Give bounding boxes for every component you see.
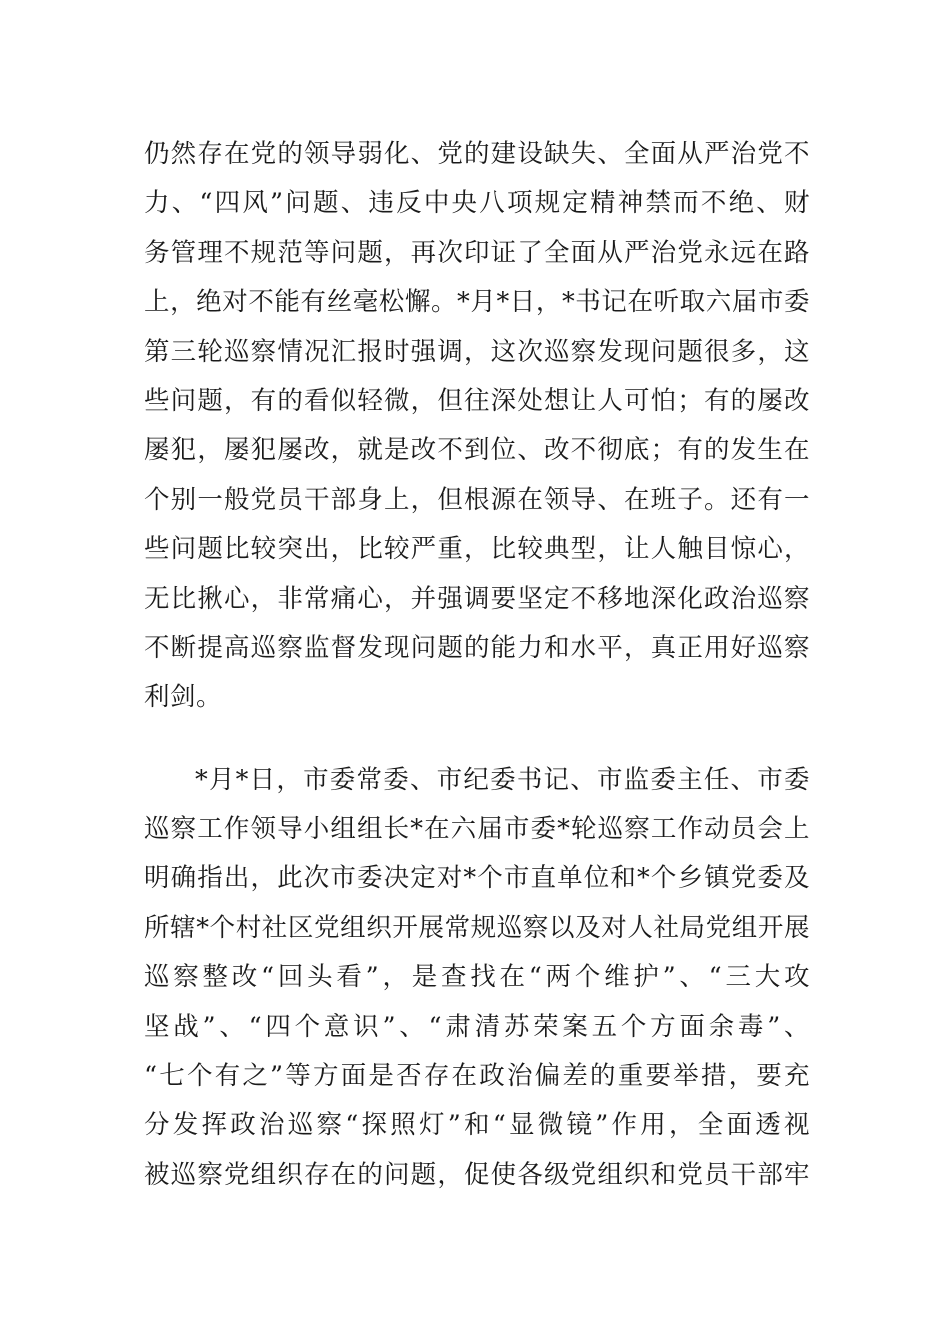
text-line: “七个有之”等方面是否存在政治偏差的重要举措，要充 <box>144 1061 810 1092</box>
text-line: 个别一般党员干部身上，但根源在领导、在班子。还有一 <box>144 484 810 515</box>
paragraph-1 <box>144 130 810 723</box>
text-line: 力、“四风”问题、违反中央八项规定精神禁而不绝、财 <box>144 188 810 219</box>
text-line: 务管理不规范等问题，再次印证了全面从严治党永远在路 <box>144 237 810 268</box>
text-line: *月*日，市委常委、市纪委书记、市监委主任、市委 <box>195 764 810 795</box>
text-line: 屡犯，屡犯屡改，就是改不到位、改不彻底；有的发生在 <box>144 435 810 466</box>
text-line: 明确指出，此次市委决定对*个市直单位和*个乡镇党委及 <box>144 863 810 894</box>
text-line: 上，绝对不能有丝毫松懈。*月*日，*书记在听取六届市委 <box>144 287 810 318</box>
paragraph-2 <box>144 756 810 1201</box>
text-line: 些问题比较突出，比较严重，比较典型，让人触目惊心， <box>144 534 810 565</box>
text-line: 坚战”、“四个意识”、“肃清苏荣案五个方面余毒”、 <box>144 1011 810 1042</box>
text-line: 利剑。 <box>144 682 223 713</box>
text-line: 被巡察党组织存在的问题，促使各级党组织和党员干部牢 <box>144 1159 810 1190</box>
text-line: 巡察整改“回头看”，是查找在“两个维护”、“三大攻 <box>144 962 810 993</box>
text-line: 分发挥政治巡察“探照灯”和“显微镜”作用，全面透视 <box>144 1110 810 1141</box>
text-line: 些问题，有的看似轻微，但往深处想让人可怕；有的屡改 <box>144 385 810 416</box>
text-line: 仍然存在党的领导弱化、党的建设缺失、全面从严治党不 <box>144 139 810 169</box>
text-line: 不断提高巡察监督发现问题的能力和水平，真正用好巡察 <box>144 632 810 663</box>
document-body <box>144 130 810 1200</box>
text-line: 第三轮巡察情况汇报时强调，这次巡察发现问题很多，这 <box>144 336 810 367</box>
text-line: 无比揪心，非常痛心，并强调要坚定不移地深化政治巡察 <box>144 583 810 614</box>
paragraph-spacer <box>144 723 810 756</box>
text-line: 巡察工作领导小组组长*在六届市委*轮巡察工作动员会上 <box>144 814 810 845</box>
text-line: 所辖*个村社区党组织开展常规巡察以及对人社局党组开展 <box>144 912 810 943</box>
